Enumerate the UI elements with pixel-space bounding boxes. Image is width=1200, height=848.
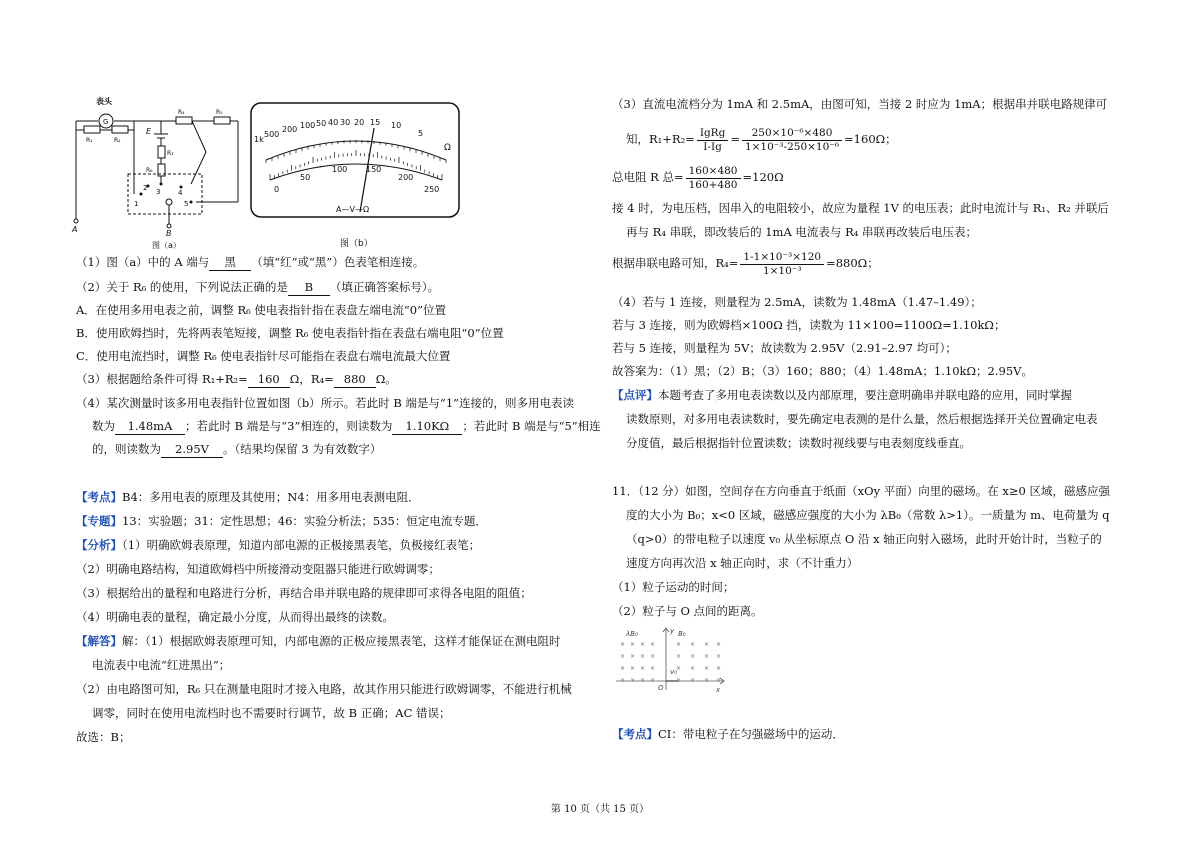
question-4-line1: （4）某次测量时该多用电表指针位置如图（b）所示。若此时 B 端是与“1”连接的，则多用电表读 [76, 396, 575, 410]
field-cross-mark: × [650, 653, 656, 660]
kaodian-line: 【考点】B4：多用电表的原理及其使用；N4：用多用电表测电阻． [76, 490, 420, 504]
field-cross-mark: × [716, 677, 722, 684]
zhuanti-tag: 【专题】 [76, 514, 122, 528]
linear-tick-200: 200 [398, 173, 414, 182]
field-left-label: λB₀ [626, 630, 638, 638]
fenxi-line: 【分析】（1）明确欧姆表原理，知道内部电源的正极接黑表笔，负极接红表笔； [76, 538, 481, 552]
field-cross-mark: × [630, 665, 636, 672]
answer-summary: 故答案为：（1）黑；（2）B；（3）160；880；（4）1.48mA；1.10kΩ；2.95V。 [612, 364, 1033, 378]
field-cross-mark: × [630, 641, 636, 648]
answer-blank-4c: 2.95V [161, 441, 223, 458]
ohm-tick-6: 40 [328, 118, 339, 127]
field-cross-mark: × [690, 677, 696, 684]
answer-blank-3a: 160 [248, 371, 290, 388]
sol4-line3: 若与 5 连接，则量程为 5V；故读数为 2.95V（2.91–2.97 均可）； [612, 341, 957, 355]
field-cross-mark: × [650, 641, 656, 648]
figure-a-caption: 图（a） [152, 241, 181, 250]
switch-2: 2 [143, 184, 148, 192]
linear-tick-100: 100 [332, 165, 348, 174]
field-cross-mark: × [620, 677, 626, 684]
ohm-tick-1: 1k [254, 135, 264, 144]
terminal-a: A [72, 225, 78, 234]
question-1: （1）图（a）中的 A 端与 黑 （填“红”或“黑”）色表笔相连接。 [76, 255, 425, 269]
r4-label: R₄ [178, 109, 185, 116]
linear-tick-150: 150 [366, 165, 382, 174]
q11-sub2: （2）粒子与 O 点间的距离。 [612, 604, 763, 618]
ohm-tick-5: 50 [316, 119, 327, 128]
field-cross-mark: × [650, 665, 656, 672]
answer-blank-1: 黑 [209, 254, 251, 271]
magnetic-field-diagram [612, 624, 730, 696]
sol3-line4: 接 4 时，为电压档，因串入的电阻较小，故应为量程 1V 的电压表；此时电流计与 R₁、R₂ 并联后 [612, 201, 1109, 215]
q11-sub1: （1）粒子运动的时间； [612, 580, 735, 594]
jieda-4: 调零，同时在使用电流档时也不需要时行调节，故 B 正确；AC 错误； [92, 706, 451, 720]
field-cross-mark: × [676, 677, 682, 684]
linear-tick-0: 0 [274, 185, 280, 194]
fraction-igrg: $\frac{\text{IgRg}}{I-Ig}$ [697, 127, 729, 154]
answer-blank-4a: 1.48mA [115, 418, 185, 435]
field-cross-mark: × [640, 653, 646, 660]
sol3-formula3: 根据串联电路可知，R₄= $\frac{\text{1-1×10⁻³×120}}{\text{1×10⁻³}}$ =880Ω； [612, 250, 879, 277]
field-cross-mark: × [640, 677, 646, 684]
zhuanti-line: 【专题】13：实验题；31：定性思想；46：实验分析法；535：恒定电流专题． [76, 514, 487, 528]
y-axis-label: y [670, 627, 675, 635]
question-2: （2）关于 R₆ 的使用，下列说法正确的是 B （填正确答案标号）。 [76, 280, 440, 294]
r3-label: R₃ [167, 150, 174, 157]
field-cross-mark: × [620, 653, 626, 660]
question-3: （3）根据题给条件可得 R₁+R₂= 160 Ω，R₄= 880 Ω。 [76, 372, 397, 386]
ohm-tick-11: 5 [418, 129, 424, 138]
r6-label: R₆ [146, 167, 153, 174]
option-a: A．在使用多用电表之前，调整 R₆ 使电表指针指在表盘左端电流“0”位置 [76, 303, 446, 317]
q11-line1: 11．（12 分）如图，空间存在方向垂直于纸面（xOy 平面）向里的磁场。在 x≥0 区域，磁感应强 [612, 484, 1110, 498]
field-cross-mark: × [640, 665, 646, 672]
ohm-tick-8: 20 [354, 118, 365, 127]
field-cross-mark: × [704, 665, 710, 672]
velocity-label: v₀ [670, 668, 677, 676]
fraction-r4: $\frac{\text{1-1×10⁻³×120}}{\text{1×10⁻³}}$ [740, 251, 824, 278]
jieda-3: （2）由电路图可知，R₆ 只在测量电阻时才接入电路，故其作用只能进行欧姆调零，不能进行机械 [76, 682, 572, 696]
ohm-symbol: Ω [444, 143, 451, 153]
jieda-tag: 【解答】 [76, 634, 122, 648]
circuit-diagram-a [66, 94, 244, 252]
kaodian2-tag: 【考点】 [612, 727, 658, 741]
fenxi-tag: 【分析】 [76, 538, 122, 552]
field-cross-mark: × [690, 641, 696, 648]
fraction-numeric: $\frac{\text{250×10⁻⁶×480}}{\text{1×10⁻³-250×10⁻⁶}}$ [742, 127, 842, 154]
figure-b-caption: 图（b） [340, 239, 373, 249]
jieda-2: 电流表中电流“红进黑出”； [92, 658, 231, 672]
switch-5: 5 [184, 200, 189, 208]
r2-label: R₂ [114, 137, 121, 144]
kaodian2-line: 【考点】CI：带电粒子在匀强磁场中的运动． [612, 727, 844, 741]
dianping-tag: 【点评】 [612, 388, 658, 402]
ohm-tick-4: 100 [300, 121, 316, 130]
field-cross-mark: × [650, 677, 656, 684]
sol3-formula1: 知，R₁+R₂= $\frac{\text{IgRg}}{I-Ig}$ = $\frac{\text{250×10⁻⁶×480}}{\text{1×10⁻³-250×10⁻⁶}}$ =160Ω； [626, 126, 897, 153]
jieda-line: 【解答】解：（1）根据欧姆表原理可知，内部电源的正极应接黑表笔，这样才能保证在测电阻时 [76, 634, 561, 648]
switch-3: 3 [156, 188, 161, 196]
ohm-tick-9: 15 [370, 118, 381, 127]
field-cross-mark: × [704, 641, 710, 648]
question-4-line3: 的，则读数为 2.95V 。（结果均保留 3 为有效数字） [92, 442, 382, 456]
option-c: C．使用电流挡时，调整 R₆ 使电表指针尽可能指在表盘右端电流最大位置 [76, 349, 451, 363]
sol3-line5: 再与 R₄ 串联，即改装后的 1mA 电流表与 R₄ 串联再改装后电压表； [626, 225, 977, 239]
field-cross-mark: × [716, 665, 722, 672]
meter-legend: A—V—Ω [336, 205, 370, 214]
field-cross-mark: × [676, 653, 682, 660]
field-cross-mark: × [690, 653, 696, 660]
dianping-line: 【点评】本题考查了多用电表读数以及内部原理，要注意明确串并联电路的应用，同时掌握 [612, 388, 1072, 402]
page-footer: 第 10 页（共 15 页） [550, 804, 650, 815]
jieda-5: 故选：B； [76, 730, 131, 744]
ohm-tick-10: 10 [391, 121, 402, 130]
ohm-tick-2: 500 [264, 130, 280, 139]
galvanometer-symbol: G [103, 118, 109, 126]
answer-blank-4b: 1.10KΩ [392, 418, 462, 435]
field-cross-mark: × [704, 653, 710, 660]
field-cross-mark: × [640, 641, 646, 648]
linear-tick-250: 250 [424, 185, 440, 194]
field-cross-mark: × [690, 665, 696, 672]
option-b: B．使用欧姆挡时，先将两表笔短接，调整 R₆ 使电表指针指在表盘右端电阻“0”位置 [76, 326, 504, 340]
fenxi-2: （2）明确电路结构，知道欧姆档中所接滑动变阻器只能进行欧姆调零； [76, 562, 440, 576]
e-label: E [146, 127, 152, 136]
switch-4: 4 [178, 189, 183, 197]
origin-label: O [658, 684, 664, 692]
switch-1: 1 [134, 200, 139, 208]
fraction-total: $\frac{160\times 480}{160+480}$ [686, 165, 741, 192]
field-cross-mark: × [716, 641, 722, 648]
r5-label: R₅ [216, 109, 223, 116]
answer-blank-2: B [288, 279, 330, 296]
field-cross-mark: × [620, 641, 626, 648]
ohm-tick-7: 30 [340, 118, 351, 127]
sol4-line1: （4）若与 1 连接，则量程为 2.5mA，读数为 1.48mA（1.47–1.49）； [612, 295, 982, 309]
field-cross-mark: × [630, 653, 636, 660]
linear-tick-50: 50 [300, 173, 311, 182]
terminal-b: B [166, 229, 172, 238]
meter-dial-b [248, 100, 464, 252]
field-cross-mark: × [620, 665, 626, 672]
answer-blank-3b: 880 [334, 371, 376, 388]
field-cross-mark: × [716, 653, 722, 660]
field-right-label: B₀ [678, 630, 686, 638]
q11-line2: 度的大小为 B₀；x<0 区域，磁感应强度的大小为 λB₀（常数 λ>1）。一质量为 m、电荷量为 q [626, 508, 1110, 522]
q11-line3: （q>0）的带电粒子以速度 v₀ 从坐标原点 O 沿 x 轴正向射入磁场，此时开始计时，当粒子的 [626, 532, 1102, 546]
sol3-line1: （3）直流电流档分为 1mA 和 2.5mA，由图可知，当接 2 时应为 1mA；根据串并联电路规律可 [612, 97, 1108, 111]
header-label: 表头 [96, 97, 112, 106]
sol3-formula2: 总电阻 R 总= $\frac{160\times 480}{160+480}$ =120Ω [612, 164, 784, 191]
sol4-line2: 若与 3 连接，则为欧姆档×100Ω 挡，读数为 11×100=1100Ω=1.10kΩ； [612, 318, 1006, 332]
r1-label: R₁ [86, 137, 93, 144]
field-cross-mark: × [704, 677, 710, 684]
fenxi-3: （3）根据给出的量程和电路进行分析，再结合串并联电路的规律即可求得各电阻的阻值； [76, 586, 532, 600]
field-cross-mark: × [676, 641, 682, 648]
field-cross-mark: × [630, 677, 636, 684]
dianping-2: 读数原则，对多用电表读数时，要先确定电表测的是什么量，然后根据选择开关位置确定电表 [626, 412, 1098, 426]
field-cross-mark: × [676, 665, 682, 672]
fenxi-4: （4）明确电表的量程，确定最小分度，从而得出最终的读数。 [76, 610, 394, 624]
dianping-3: 分度值，最后根据指针位置读数；读数时视线要与电表刻度线垂直。 [626, 436, 971, 450]
q11-line4: 速度方向再次沿 x 轴正向时，求（不计重力） [626, 556, 859, 570]
x-axis-label: x [716, 686, 721, 694]
ohm-tick-3: 200 [282, 125, 298, 134]
question-4-line2: 数为 1.48mA ；若此时 B 端是与“3”相连的，则读数为 1.10KΩ ；若此时 B 端是与“5”相连 [92, 419, 601, 433]
kaodian-tag: 【考点】 [76, 490, 122, 504]
